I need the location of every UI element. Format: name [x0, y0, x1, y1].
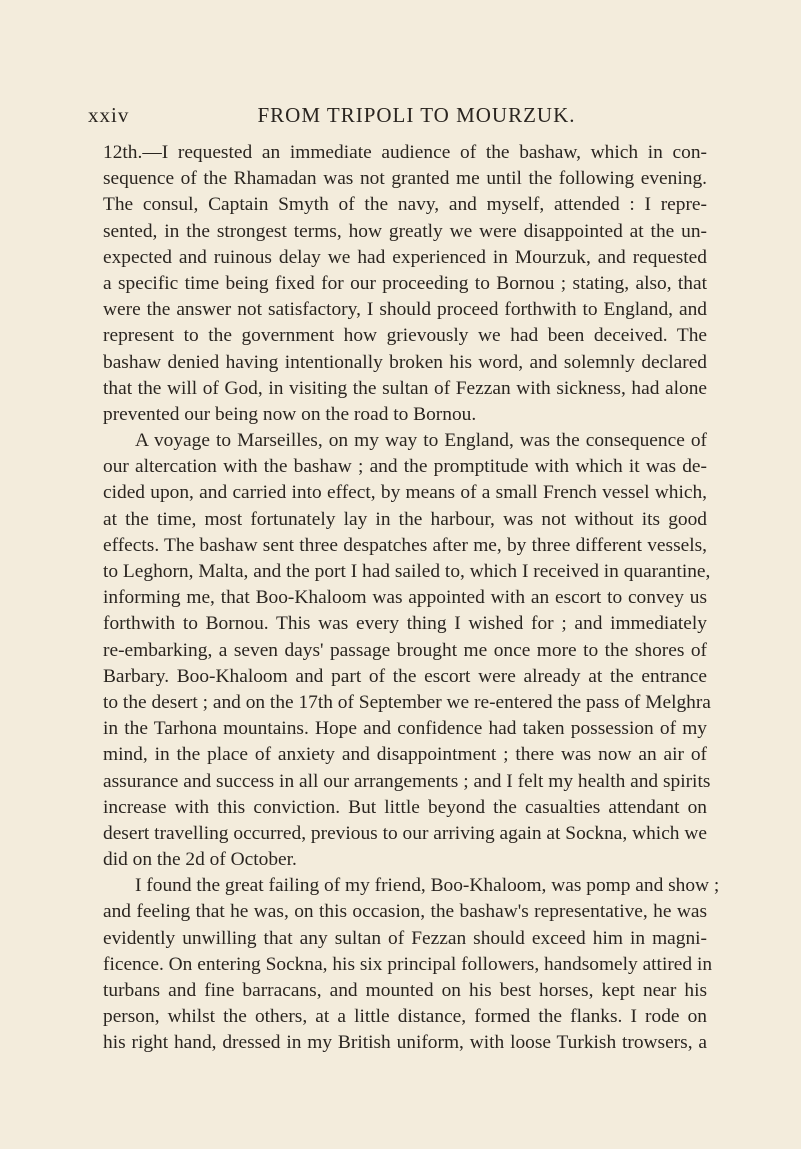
- text-line: forthwith to Bornou. This was every thing I wished for ; and immediately: [103, 613, 707, 635]
- text-line: informing me, that Boo-Khaloom was appointed with an escort to convey us: [103, 587, 707, 609]
- text-line: assurance and success in all our arrangements ; and I felt my health and spirits: [103, 770, 711, 792]
- text-line: did on the 2d of October.: [103, 849, 297, 871]
- text-line: that the will of God, in visiting the sultan of Fezzan with sickness, had alone: [103, 377, 707, 399]
- text-line: represent to the government how grievously we had been deceived. The: [103, 325, 707, 347]
- running-title: FROM TRIPOLI TO MOURZUK.: [257, 103, 576, 127]
- text-line: sented, in the strongest terms, how greatly we were disappointed at the un-: [103, 220, 707, 242]
- paragraph-1: [103, 140, 707, 428]
- page-header: [88, 103, 705, 133]
- text-line: bashaw denied having intentionally broken his word, and solemnly declared: [103, 351, 707, 373]
- text-line: his right hand, dressed in my British uniform, with loose Turkish trowsers, a: [103, 1032, 707, 1054]
- text-line: ficence. On entering Sockna, his six principal followers, handsomely attired in: [103, 953, 713, 975]
- text-line: and feeling that he was, on this occasion, the bashaw's representative, he was: [103, 901, 707, 923]
- text-line: our altercation with the bashaw ; and the promptitude with which it was de-: [103, 456, 707, 478]
- text-line: prevented our being now on the road to Bornou.: [103, 403, 477, 425]
- body-text: [103, 140, 720, 1057]
- text-line: desert travelling occurred, previous to our arriving again at Sockna, which we: [103, 822, 707, 844]
- text-line: to the desert ; and on the 17th of September we re-entered the pass of Melghra: [103, 691, 711, 713]
- text-line: at the time, most fortunately lay in the harbour, was not without its good: [103, 508, 707, 530]
- text-line: were the answer not satisfactory, I should proceed forthwith to England, and: [103, 299, 707, 321]
- text-line: cided upon, and carried into effect, by means of a small French vessel which,: [103, 482, 707, 504]
- text-line: turbans and fine barracans, and mounted on his best horses, kept near his: [103, 980, 707, 1001]
- text-line: Barbary. Boo-Khaloom and part of the escort were already at the entrance: [103, 665, 707, 687]
- text-line: 12th.—I requested an immediate audience of the bashaw, which in con-: [103, 142, 707, 163]
- page-number: xxiv: [88, 103, 130, 127]
- text-line: effects. The bashaw sent three despatches after me, by three different vessels,: [103, 534, 707, 556]
- text-line: sequence of the Rhamadan was not granted me until the following evening.: [103, 168, 707, 190]
- text-line: in the Tarhona mountains. Hope and confidence had taken possession of my: [103, 718, 707, 740]
- text-line: mind, in the place of anxiety and disappointment ; there was now an air of: [103, 744, 707, 766]
- text-line: A voyage to Marseilles, on my way to England, was the consequence of: [135, 430, 707, 452]
- text-line: increase with this conviction. But little beyond the casualties attendant on: [103, 796, 707, 818]
- text-line: The consul, Captain Smyth of the navy, and myself, attended : I repre-: [103, 194, 707, 216]
- text-line: evidently unwilling that any sultan of Fezzan should exceed him in magni-: [103, 927, 707, 949]
- paragraph-2: [103, 428, 711, 873]
- paragraph-3: [103, 873, 720, 1056]
- text-line: re-embarking, a seven days' passage brought me once more to the shores of: [103, 639, 707, 661]
- text-line: expected and ruinous delay we had experienced in Mourzuk, and requested: [103, 246, 707, 268]
- text-line: person, whilst the others, at a little distance, formed the flanks. I rode on: [103, 1006, 707, 1028]
- text-line: a specific time being fixed for our proceeding to Bornou ; stating, also, that: [103, 272, 707, 294]
- text-line: to Leghorn, Malta, and the port I had sailed to, which I received in quarantine,: [103, 561, 711, 582]
- text-line: I found the great failing of my friend, Boo-Khaloom, was pomp and show ;: [135, 875, 720, 897]
